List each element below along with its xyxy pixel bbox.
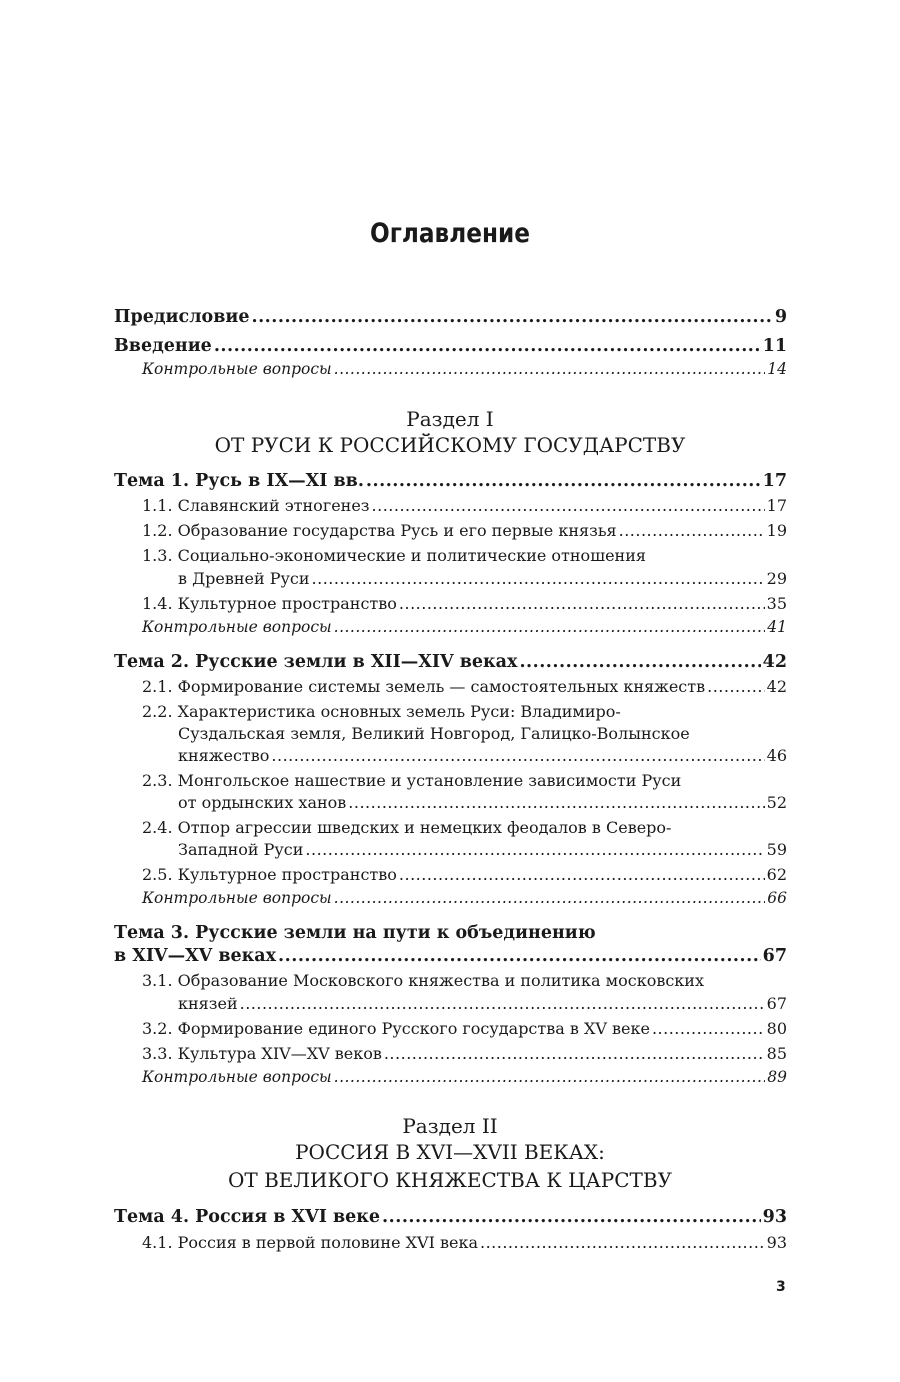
toc-page-number: 17	[762, 471, 787, 491]
dot-leader	[348, 795, 764, 811]
toc-entry[interactable]	[114, 842, 787, 858]
toc-entry-title: 3.3. Культура XIV—XV веков	[142, 1044, 382, 1063]
toc-topic-3-line: Тема 3. Русские земли на пути к объединению	[114, 923, 596, 943]
toc-entry-title: Западной Руси	[178, 840, 304, 859]
toc-page-number: 66	[767, 889, 787, 907]
toc-entry-introduction[interactable]	[114, 338, 787, 356]
toc-entry-title: княжество	[178, 746, 270, 765]
toc-entry-title: 3.2. Формирование единого Русского государства в XV веке	[142, 1019, 650, 1038]
dot-leader	[382, 1209, 761, 1227]
toc-entry[interactable]	[114, 1046, 787, 1062]
toc-entry-title: 2.5. Культурное пространство	[142, 865, 397, 884]
dot-leader	[480, 1235, 765, 1251]
dot-leader	[271, 748, 764, 764]
toc-page-number: 29	[766, 569, 787, 588]
toc-page-number: 19	[766, 521, 787, 540]
toc-entry-preface[interactable]	[114, 309, 787, 327]
toc-page-number: 59	[766, 840, 787, 859]
page-number: 3	[776, 1279, 786, 1295]
dot-leader	[334, 891, 766, 907]
toc-page-number: 11	[762, 336, 787, 356]
toc-entry-line: 2.3. Монгольское нашествие и установление зависимости Руси	[142, 771, 682, 790]
toc-entry[interactable]	[114, 679, 787, 695]
section-title-line-2: ОТ ВЕЛИКОГО КНЯЖЕСТВА К ЦАРСТВУ	[227, 1168, 673, 1192]
dot-leader	[305, 842, 764, 858]
toc-entry-line: 1.3. Социально-экономические и политические отношения	[142, 546, 646, 565]
toc-entry-title: Тема 1. Русь в IX—XI вв.	[114, 471, 364, 491]
toc-page-number: 9	[774, 307, 787, 327]
toc-entry-title: 1.2. Образование государства Русь и его первые князья	[142, 521, 617, 540]
dot-leader	[214, 338, 761, 356]
toc-entry-review-questions[interactable]	[114, 620, 787, 636]
toc-entry-title: от ордынских ханов	[178, 793, 347, 812]
dot-leader	[399, 867, 765, 883]
toc-topic-2[interactable]	[114, 654, 787, 672]
toc-entry-title: 1.4. Культурное пространство	[142, 594, 397, 613]
toc-entry-title: князей	[178, 994, 238, 1013]
toc-page-number: 93	[766, 1233, 787, 1252]
dot-leader	[312, 571, 765, 587]
toc-entry[interactable]	[114, 867, 787, 883]
toc-topic-3[interactable]	[114, 948, 787, 966]
toc-page-number: 17	[766, 496, 787, 515]
toc-entry-title: в XIV—XV веках	[114, 946, 277, 966]
dot-leader	[251, 309, 772, 327]
page-title: Оглавление	[369, 218, 531, 249]
toc-entry-line: 2.4. Отпор агрессии шведских и немецких феодалов в Северо-	[142, 818, 672, 837]
dot-leader	[366, 473, 761, 491]
toc-entry-title: Предисловие	[114, 307, 250, 327]
toc-entry-title: в Древней Руси	[178, 569, 310, 588]
toc-page-number: 62	[766, 865, 787, 884]
dot-leader	[334, 1070, 766, 1086]
toc-page-number: 80	[766, 1019, 787, 1038]
dot-leader	[707, 679, 765, 695]
section-label: Раздел I	[406, 407, 494, 431]
toc-entry-title: 2.1. Формирование системы земель — самостоятельных княжеств	[142, 677, 706, 696]
toc-page-number: 67	[766, 994, 787, 1013]
toc-entry-title: Контрольные вопросы	[142, 889, 332, 907]
toc-page-number: 93	[762, 1207, 787, 1227]
toc-page-number: 67	[762, 946, 787, 966]
toc-page-number: 42	[766, 677, 787, 696]
toc-entry-review-questions[interactable]	[114, 362, 787, 378]
toc-entry[interactable]	[114, 1021, 787, 1037]
dot-leader	[384, 1046, 765, 1062]
section-title: ОТ РУСИ К РОССИЙСКОМУ ГОСУДАРСТВУ	[214, 433, 686, 457]
toc-entry-title: Контрольные вопросы	[142, 1068, 332, 1086]
toc-page-number: 14	[767, 360, 787, 378]
toc-entry-title: Тема 4. Россия в XVI веке	[114, 1207, 381, 1227]
toc-entry[interactable]	[114, 571, 787, 587]
toc-entry[interactable]	[114, 596, 787, 612]
dot-leader	[334, 362, 766, 378]
toc-entry[interactable]	[114, 1235, 787, 1251]
toc-topic-4[interactable]	[114, 1209, 787, 1227]
toc-page-number: 52	[766, 793, 787, 812]
toc-page-number: 41	[767, 618, 787, 636]
toc-topic-1[interactable]	[114, 473, 787, 491]
dot-leader	[399, 596, 765, 612]
dot-leader	[240, 996, 765, 1012]
dot-leader	[652, 1021, 765, 1037]
toc-entry-line: 3.1. Образование Московского княжества и политика московских	[142, 971, 704, 990]
dot-leader	[619, 523, 765, 539]
toc-entry-title: Контрольные вопросы	[142, 360, 332, 378]
toc-entry[interactable]	[114, 523, 787, 539]
toc-entry-title: Контрольные вопросы	[142, 618, 332, 636]
toc-entry-title: 1.1. Славянский этногенез	[142, 496, 370, 515]
toc-entry-title: Тема 2. Русские земли в XII—XIV веках	[114, 652, 518, 672]
section-label: Раздел II	[402, 1114, 498, 1138]
section-title-line-1: РОССИЯ В XVI—XVII ВЕКАХ:	[295, 1140, 605, 1164]
toc-page-number: 35	[766, 594, 787, 613]
toc-entry-review-questions[interactable]	[114, 891, 787, 907]
toc-entry[interactable]	[114, 748, 787, 764]
toc-page-number: 89	[767, 1068, 787, 1086]
toc-entry-line: Суздальская земля, Великий Новгород, Галицко-Волынское	[178, 724, 690, 743]
toc-entry-title: Введение	[114, 336, 212, 356]
toc-entry[interactable]	[114, 498, 787, 514]
toc-entry[interactable]	[114, 795, 787, 811]
toc-entry-line: 2.2. Характеристика основных земель Руси: Владимиро-	[142, 702, 621, 721]
toc-entry-review-questions[interactable]	[114, 1070, 787, 1086]
toc-entry[interactable]	[114, 996, 787, 1012]
toc-page-number: 42	[762, 652, 787, 672]
toc-page-number: 85	[766, 1044, 787, 1063]
dot-leader	[372, 498, 765, 514]
toc-page-number: 46	[766, 746, 787, 765]
dot-leader	[334, 620, 766, 636]
dot-leader	[519, 654, 760, 672]
toc-entry-title: 4.1. Россия в первой половине XVI века	[142, 1233, 478, 1252]
dot-leader	[278, 948, 761, 966]
